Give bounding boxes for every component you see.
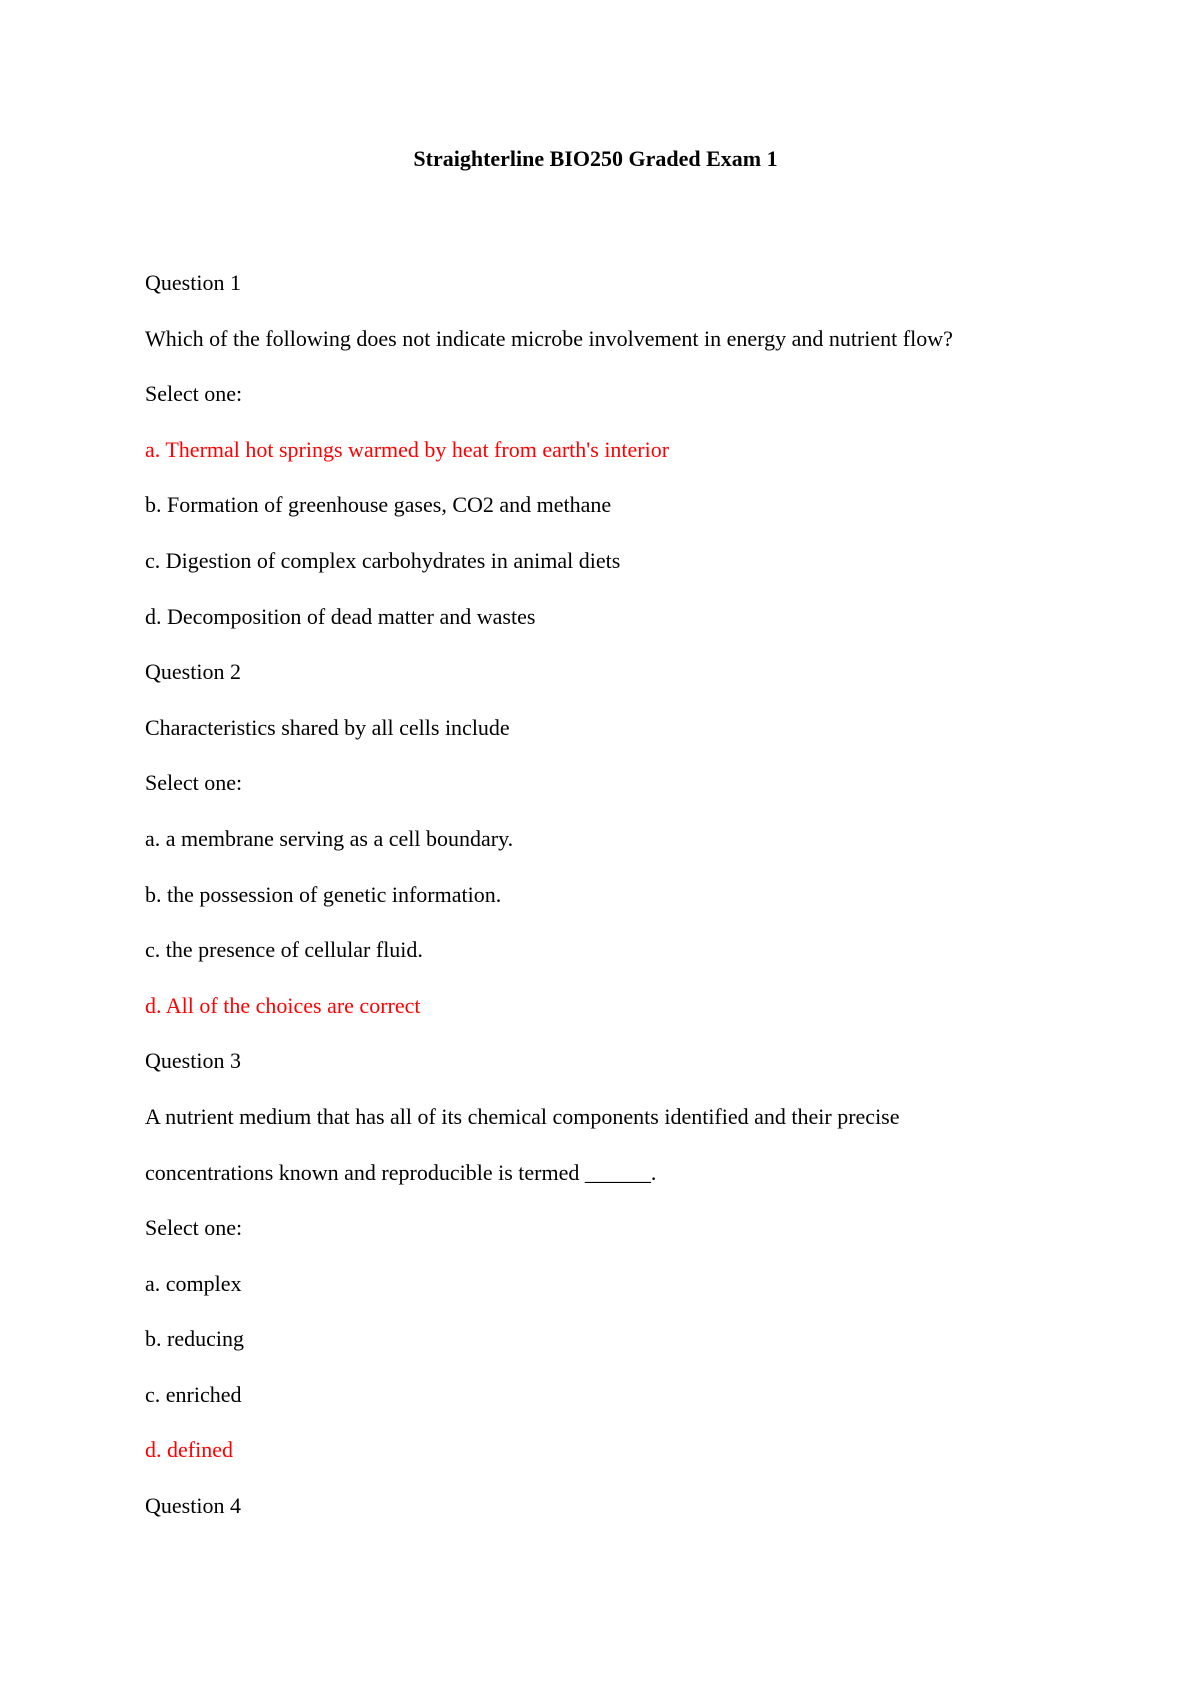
exam-content: [145, 255, 1105, 1534]
question-3-option-b: b. reducing: [145, 1326, 244, 1352]
question-2-option-b: b. the possession of genetic information.: [145, 881, 502, 907]
question-3-option-a: a. complex: [145, 1270, 242, 1296]
question-1-option-c: c. Digestion of complex carbohydrates in animal diets: [145, 547, 621, 573]
question-1-option-b: b. Formation of greenhouse gases, CO2 and methane: [145, 492, 612, 518]
question-1-stem: Which of the following does not indicate microbe involvement in energy and nutrient flow?: [145, 325, 953, 351]
question-3-option-d-correct: d. defined: [145, 1437, 233, 1463]
question-1-option-a-correct: a. Thermal hot springs warmed by heat from earth's interior: [145, 436, 670, 462]
question-3-stem-line-1: A nutrient medium that has all of its chemical components identified and their precise: [145, 1103, 900, 1129]
question-1-prompt: Select one:: [145, 381, 243, 407]
question-2-option-a: a. a membrane serving as a cell boundary.: [145, 825, 514, 851]
question-1-option-d: d. Decomposition of dead matter and wastes: [145, 603, 536, 629]
question-2-stem: Characteristics shared by all cells include: [145, 714, 510, 740]
question-1-heading: Question 1: [145, 270, 241, 295]
question-2-option-d-correct: d. All of the choices are correct: [145, 992, 421, 1018]
question-2-option-c: c. the presence of cellular fluid.: [145, 937, 423, 963]
question-4-heading: Question 4: [145, 1493, 241, 1519]
question-3-prompt: Select one:: [145, 1215, 243, 1241]
question-3-heading: Question 3: [145, 1048, 241, 1074]
question-3-option-c: c. enriched: [145, 1381, 242, 1407]
document-title: Straighterline BIO250 Graded Exam 1: [413, 146, 778, 171]
question-2-prompt: Select one:: [145, 770, 243, 796]
question-2-heading: Question 2: [145, 659, 241, 685]
question-3-stem-line-2: concentrations known and reproducible is termed ______.: [145, 1159, 657, 1185]
